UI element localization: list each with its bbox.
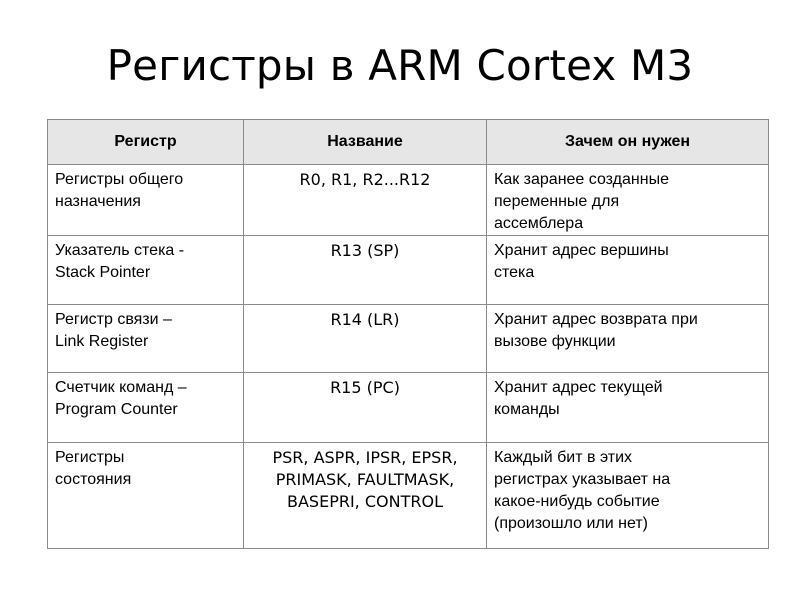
purpose-cell: [487, 305, 769, 373]
cell-text: Хранит адрес возврата при: [494, 311, 698, 328]
cell-text: Каждый бит в этих: [494, 449, 633, 466]
cell-text: Указатель стека -: [55, 242, 185, 259]
cell-text: Хранит адрес текущей: [494, 379, 663, 396]
cell-text: Program Counter: [55, 401, 178, 418]
name-cell: [244, 165, 487, 236]
cell-text: регистрах указывает на: [494, 471, 671, 488]
name-cell: [244, 373, 487, 443]
cell-text: Регистры: [55, 449, 125, 466]
cell-text: BASEPRI, CONTROL: [287, 492, 443, 511]
table-row: [48, 373, 769, 443]
cell-text: Регистр связи –: [55, 311, 172, 328]
cell-text: PSR, ASPR, IPSR, EPSR,: [272, 448, 458, 467]
cell-text: Регистры общего: [55, 171, 184, 188]
cell-text: Stack Pointer: [55, 264, 151, 281]
table-row: [48, 165, 769, 236]
register-cell: [48, 236, 244, 305]
cell-text: ассемблера: [494, 215, 584, 232]
table-row: [48, 236, 769, 305]
register-cell: [48, 443, 244, 549]
cell-text: назначения: [55, 193, 141, 210]
cell-text: переменные для: [494, 193, 620, 210]
page-title: Регистры в ARM Cortex M3: [106, 41, 694, 90]
register-cell: [48, 165, 244, 236]
cell-text: R15 (PC): [330, 378, 400, 397]
cell-text: R0, R1, R2...R12: [299, 170, 431, 189]
column-header-name: Название: [244, 120, 487, 165]
cell-text: (произошло или нет): [494, 515, 648, 532]
table-row: [48, 443, 769, 549]
cell-text: R14 (LR): [330, 310, 400, 329]
column-header-register: Регистр: [48, 120, 244, 165]
cell-text: Хранит адрес вершины: [494, 242, 669, 259]
column-header-purpose: Зачем он нужен: [487, 120, 769, 165]
purpose-cell: [487, 373, 769, 443]
purpose-cell: [487, 236, 769, 305]
cell-text: команды: [494, 401, 560, 418]
purpose-cell: [487, 443, 769, 549]
name-cell: [244, 236, 487, 305]
cell-text: состояния: [55, 471, 132, 488]
table-header-row: [48, 120, 769, 165]
cell-text: какое-нибудь событие: [494, 493, 660, 510]
cell-text: Link Register: [55, 333, 149, 350]
cell-text: R13 (SP): [330, 241, 400, 260]
name-cell: [244, 443, 487, 549]
register-cell: [48, 305, 244, 373]
cell-text: Как заранее созданные: [494, 171, 669, 188]
registers-table: [47, 119, 769, 549]
table-row: [48, 305, 769, 373]
cell-text: стека: [494, 264, 535, 281]
cell-text: вызове функции: [494, 333, 616, 350]
register-cell: [48, 373, 244, 443]
purpose-cell: [487, 165, 769, 236]
name-cell: [244, 305, 487, 373]
cell-text: PRIMASK, FAULTMASK,: [275, 470, 455, 489]
cell-text: Счетчик команд –: [55, 379, 187, 396]
